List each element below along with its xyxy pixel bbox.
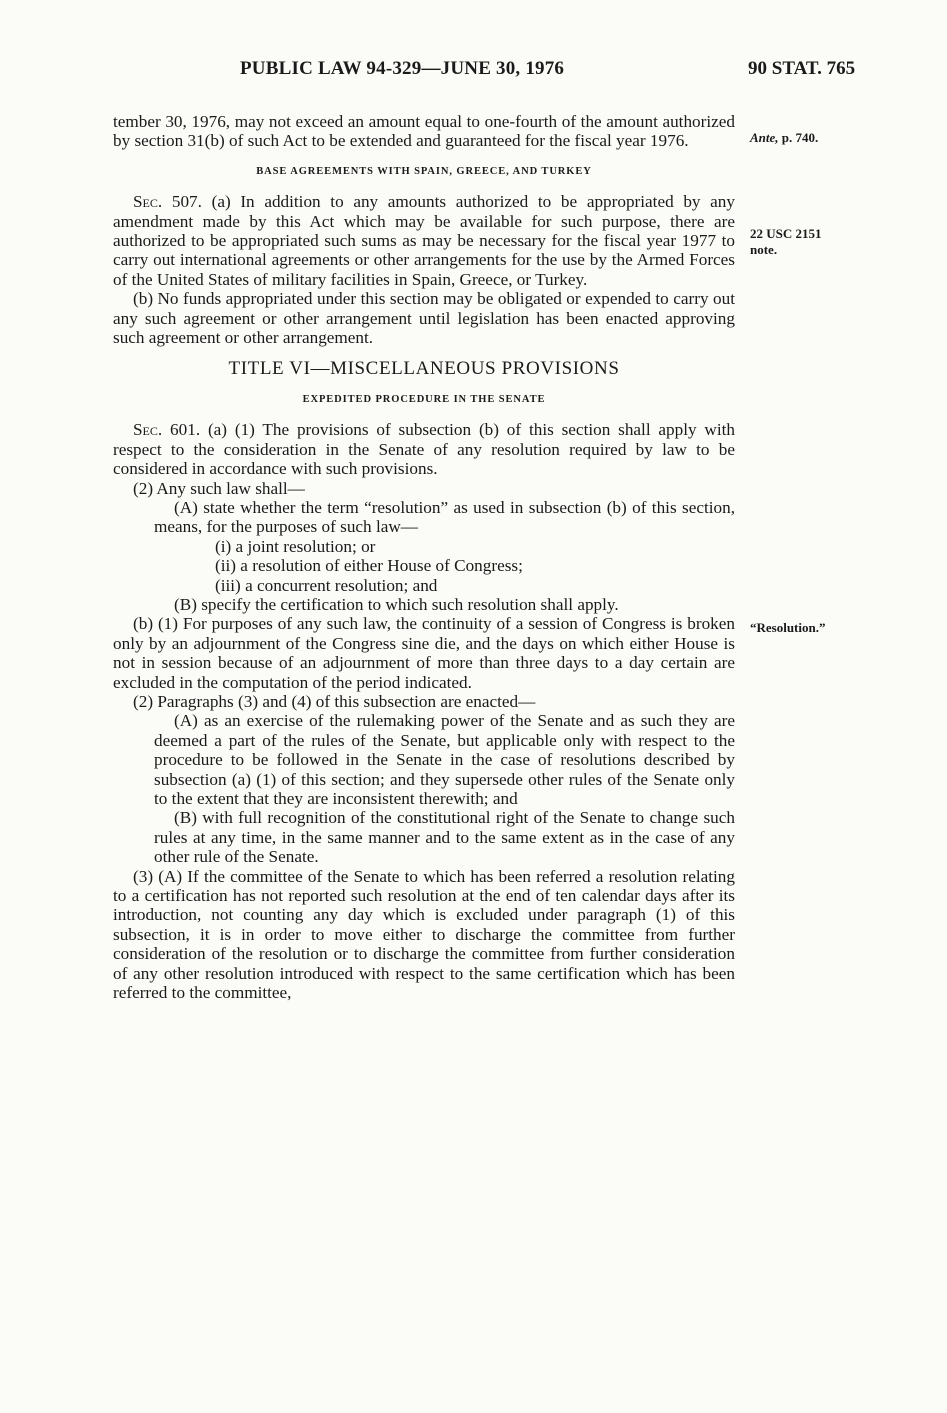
- paragraph-b2: (2) Paragraphs (3) and (4) of this subsection are enacted—: [133, 691, 536, 711]
- margin-note-ante: [750, 130, 818, 146]
- sec507-a-text: 507. (a) In addition to any amounts authorized to be appropriated by any amendment made by this Act which may be available for such purpose, there are authorized to be appropriated such sums as may be necessary for the fiscal year 1977 to carry out international agreements or other arrangements for the use by the Armed Forces of the United States of military facilities in Spain, Greece, or Turkey.: [113, 192, 735, 289]
- paragraph-b2-A: (A) as an exercise of the rulemaking power of the Senate and as such they are deemed a part of the rules of the Senate, but applicable only with respect to the procedure to be followed in the Senate in the case of resolutions described by subsection (a) (1) of this section; and they supersede other rules of the Senate only to the extent that they are inconsistent therewith; and: [154, 711, 735, 808]
- paragraph-sec601-a1: [113, 420, 735, 478]
- running-header-law: PUBLIC LAW 94-329—JUNE 30, 1976: [240, 58, 565, 79]
- paragraph-i: (i) a joint resolution; or: [215, 536, 376, 556]
- section-heading-base-agreements: BASE AGREEMENTS WITH SPAIN, GREECE, AND TURKEY: [256, 165, 592, 177]
- paragraph-b3-A: (3) (A) If the committee of the Senate to which has been referred a resolution relating to a certification has not reported such resolution at the end of ten calendar days after its introduction, not counting any day which is excluded under paragraph (1) of this subsection, it is in order to move either to discharge the committee from further consideration of the resolution or to discharge the committee from further consideration of any other resolution introduced with respect to the same certification which has been referred to the committee,: [113, 866, 735, 1003]
- title-vi-heading: TITLE VI—MISCELLANEOUS PROVISIONS: [228, 358, 620, 380]
- paragraph-sec507-b: (b) No funds appropriated under this section may be obligated or expended to carry out any such agreement or other arrangement until legislation has been enacted approving such agreement or other arrangement.: [113, 289, 735, 348]
- sec601-label: Sec.: [133, 420, 163, 440]
- sec507-label: Sec.: [133, 192, 163, 212]
- paragraph-ii: (ii) a resolution of either House of Congress;: [215, 556, 523, 576]
- sec601-a1-text: 601. (a) (1) The provisions of subsection (b) of this section shall apply with respect to the consideration in the Senate of any resolution required by law to be considered in accordance with such provisions.: [113, 420, 735, 479]
- paragraph-sec507-a: [113, 192, 735, 289]
- margin-note-usc-line2: note.: [750, 242, 778, 257]
- body-text: [113, 112, 735, 1002]
- paragraph-b2-B: (B) with full recognition of the constitutional right of the Senate to change such rules at any time, in the same manner and to the same extent as in the case of any other rule of the Senate.: [154, 808, 735, 867]
- margin-note-usc: [750, 226, 822, 258]
- running-header-stat: 90 STAT. 765: [748, 58, 856, 79]
- margin-note-ante-page: p. 740.: [778, 130, 819, 145]
- paragraph-a2: (2) Any such law shall—: [133, 478, 305, 498]
- paragraph-b1: (b) (1) For purposes of any such law, the continuity of a session of Congress is broken only by an adjournment of the Congress sine die, and the days on which either House is not in session because of an adjournment of more than three days to a day certain are excluded in the computation of the period indicated.: [113, 614, 735, 692]
- margin-note-usc-line1: 22 USC 2151: [750, 226, 822, 241]
- paragraph-a2-A: (A) state whether the term “resolution” as used in subsection (b) of this section, means, for the purposes of such law—: [154, 497, 735, 537]
- paragraph-iii: (iii) a concurrent resolution; and: [215, 575, 438, 595]
- margin-note-resolution: “Resolution.”: [750, 620, 826, 635]
- section-heading-expedited: EXPEDITED PROCEDURE IN THE SENATE: [302, 393, 546, 405]
- margin-note-ante-italic: Ante,: [750, 130, 779, 145]
- paragraph-a2-B: (B) specify the certification to which such resolution shall apply.: [174, 594, 619, 614]
- paragraph-intro: tember 30, 1976, may not exceed an amount equal to one-fourth of the amount authorized by section 31(b) of such Act to be extended and guaranteed for the fiscal year 1976.: [113, 112, 735, 151]
